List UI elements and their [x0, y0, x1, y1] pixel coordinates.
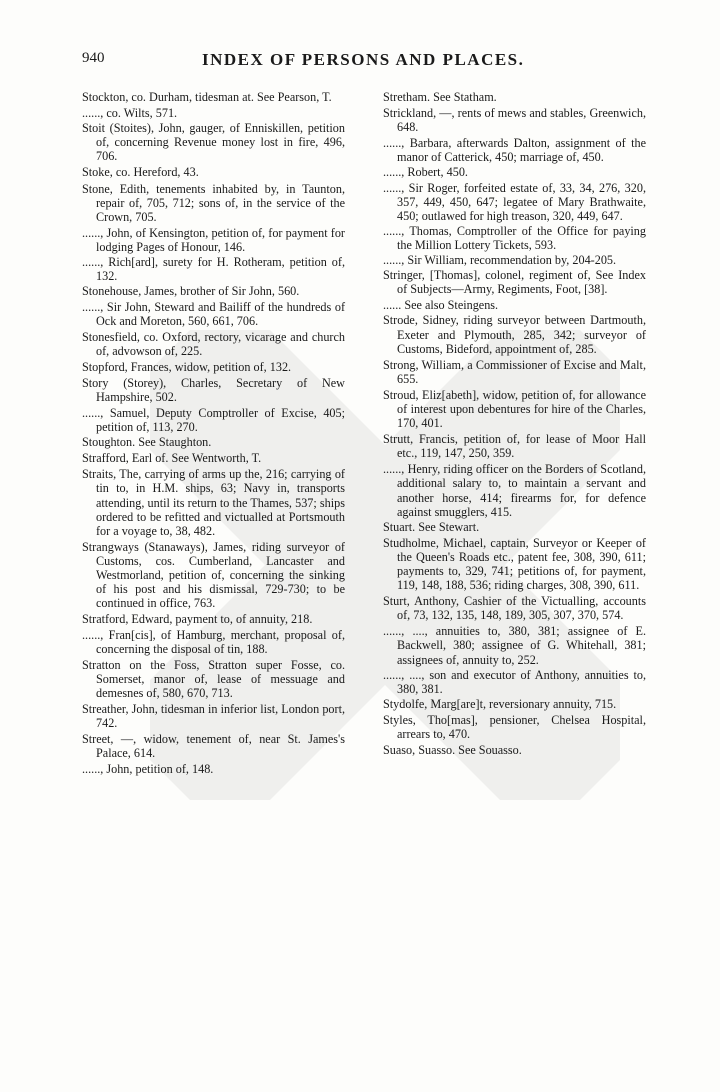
index-entry: ......, Sir William, recommendation by, 204-205. — [383, 253, 617, 268]
index-entry: ......, Sir Roger, forfeited estate of, 33, 34, 276, 320, 357, 449, 450, 647; legatee of Mary Brathwaite, 450; outlawed for high treason, 320, 449, 647. — [383, 180, 646, 223]
index-entry: Studholme, Michael, captain, Surveyor or Keeper of the Queen's Roads etc., patent fee, 308, 390, 611; payments to, 329, 741; petitions of, for payment, 119, 148, 188, 536; riding charges, 308, 390, 611. — [383, 535, 646, 593]
index-entry: ......, Thomas, Comptroller of the Office for paying the Million Lottery Tickets, 593. — [383, 223, 646, 252]
index-entry: ...... See also Steingens. — [383, 298, 499, 313]
index-entry: Stone, Edith, tenements inhabited by, in Taunton, repair of, 705, 712; sons of, in the service of the Crown, 705. — [82, 181, 345, 224]
running-title: INDEX OF PERSONS AND PLACES. — [202, 50, 525, 69]
index-entry: Stringer, [Thomas], colonel, regiment of, See Index of Subjects—Army, Regiments, Foot, [38]. — [383, 268, 646, 297]
index-entry: Strafford, Earl of. See Wentworth, T. — [82, 451, 262, 466]
index-entry: Strangways (Stanaways), James, riding surveyor of Customs, cos. Cumberland, Lancaster and Westmorland, petition of, concerning the sinking of his post and his dismissal, 729-730; to be continued in office, 763. — [82, 539, 345, 611]
index-entry: Stroud, Eliz[abeth], widow, petition of, for allowance of interest upon debentures for hire of the Charles, 170, 401. — [383, 387, 646, 431]
index-entry: Stretham. See Statham. — [383, 90, 497, 104]
index-entry: Strong, William, a Commissioner of Excise and Malt, 655. — [383, 357, 646, 386]
index-entry: ......, co. Wilts, 571. — [82, 106, 178, 121]
index-entry: Stratford, Edward, payment to, of annuity, 218. — [82, 612, 313, 627]
index-entry: Strickland, —, rents of mews and stables, Greenwich, 648. — [383, 106, 646, 135]
index-entry: Stoit (Stoites), John, gauger, of Enniskillen, petition of, concerning Revenue money lost in fire, 496, 706. — [82, 121, 345, 164]
index-entry: Stydolfe, Marg[are]t, reversionary annuity, 715. — [383, 696, 617, 711]
index-entry: Stoughton. See Staughton. — [82, 435, 212, 450]
index-entry: Stoke, co. Hereford, 43. — [82, 165, 199, 180]
index-entry: ......, Samuel, Deputy Comptroller of Excise, 405; petition of, 113, 270. — [82, 405, 345, 435]
index-entry: Stockton, co. Durham, tidesman at. See Pearson, T. — [82, 90, 332, 104]
index-entry: Street, —, widow, tenement of, near St. James's Palace, 614. — [82, 732, 345, 761]
index-entry: ......, John, petition of, 148. — [82, 762, 214, 777]
index-entry: Sturt, Anthony, Cashier of the Victualling, accounts of, 73, 132, 135, 148, 189, 305, 307, 370, 574. — [383, 594, 646, 623]
index-entry: Strode, Sidney, riding surveyor between Dartmouth, Exeter and Plymouth, 285, 342; surveyor of Customs, Bideford, appointment of, 285. — [383, 313, 646, 356]
index-entry: ......, Sir John, Steward and Bailiff of the hundreds of Ock and Moreton, 560, 661, 706. — [82, 300, 345, 329]
index-entry: Streather, John, tidesman in inferior list, London port, 742. — [82, 701, 345, 730]
index-entry: Story (Storey), Charles, Secretary of New Hampshire, 502. — [82, 375, 345, 404]
index-entry: Straits, The, carrying of arms up the, 216; carrying of tin to, in H.M. ships, 63; Navy in, transports attending, until its return to the Thames, 537; ships ordered to be refitted and victualled at Portsmouth for a voyage to, 38, 482. — [82, 467, 345, 538]
page-number: 940 — [82, 50, 105, 66]
index-entry: Stonehouse, James, brother of Sir John, 560. — [82, 284, 300, 299]
index-column-left — [82, 90, 345, 777]
page-header — [82, 50, 660, 74]
index-entry: ......, Fran[cis], of Hamburg, merchant, proposal of, concerning the disposal of tin, 188. — [82, 628, 345, 657]
index-entry: Stonesfield, co. Oxford, rectory, vicarage and church of, advowson of, 225. — [82, 329, 345, 358]
index-column-right — [383, 90, 646, 759]
index-entry: Strutt, Francis, petition of, for lease of Moor Hall etc., 119, 147, 250, 359. — [383, 432, 646, 461]
index-entry: Suaso, Suasso. See Souasso. — [383, 743, 522, 758]
index-entry: Stuart. See Stewart. — [383, 519, 480, 534]
index-entry: ......, Rich[ard], surety for H. Rotheram, petition of, 132. — [82, 255, 345, 284]
index-entry: ......, John, of Kensington, petition of, for payment for lodging Pages of Honour, 146. — [82, 225, 345, 254]
index-entry: Styles, Tho[mas], pensioner, Chelsea Hospital, arrears to, 470. — [383, 712, 646, 742]
index-entry: ......, ...., son and executor of Anthony, annuities to, 380, 381. — [383, 667, 646, 696]
index-entry: ......, Robert, 450. — [383, 165, 468, 180]
index-entry: Stratton on the Foss, Stratton super Fosse, co. Somerset, manor of, lease of messuage and demesnes of, 580, 670, 713. — [82, 657, 345, 700]
index-entry: Stopford, Frances, widow, petition of, 132. — [82, 359, 292, 374]
index-entry: ......, Henry, riding officer on the Borders of Scotland, additional salary to, to maintain a servant and another horse, 414; firearms for, for defence against smugglers, 415. — [383, 462, 646, 519]
index-entry: ......, Barbara, afterwards Dalton, assignment of the manor of Catterick, 450; marriage of, 450. — [383, 136, 646, 165]
index-entry: ......, ...., annuities to, 380, 381; assignee of E. Backwell, 380; assignee of G. Whitehall, 381; assignees of, annuity to, 252. — [383, 624, 646, 667]
